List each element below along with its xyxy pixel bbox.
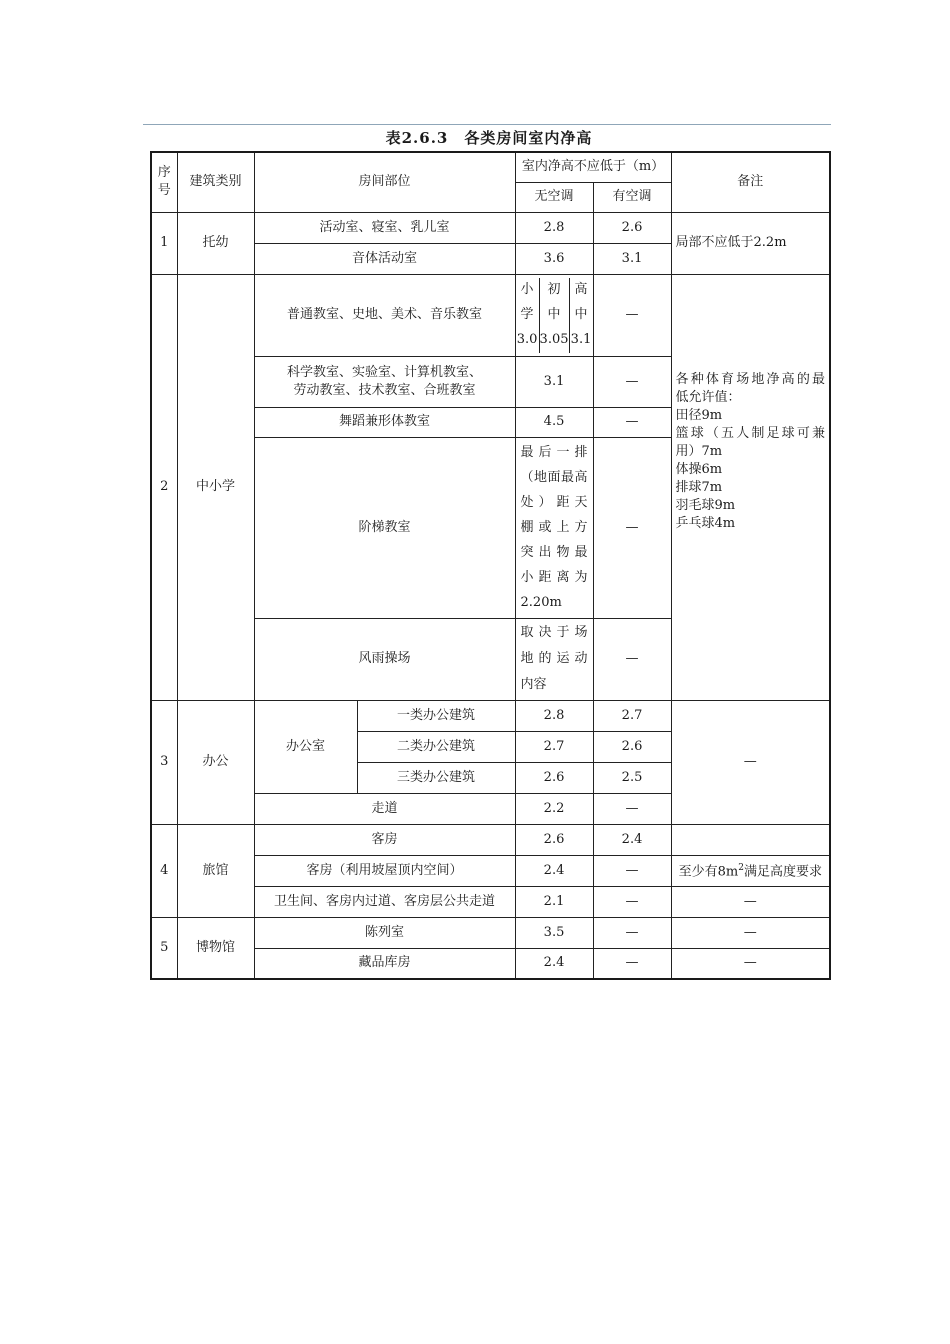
header-height-group: 室内净高不应低于（m） — [515, 152, 671, 182]
no-ac-value: 2.8 — [515, 212, 593, 243]
no-ac-note — [515, 437, 593, 618]
ac-value: 3.1 — [593, 243, 671, 274]
no-ac-split-cell — [515, 274, 593, 356]
no-ac-value: 2.1 — [515, 886, 593, 917]
header-seq-char: 号 — [157, 183, 171, 199]
level-char: 高 — [574, 282, 588, 297]
remark-cell — [671, 824, 830, 855]
room-cell: 客房（利用坡屋顶内空间） — [254, 855, 515, 886]
note-line: 地的运动 — [520, 651, 588, 666]
seq-cell: 4 — [151, 824, 177, 917]
note-line: （地面最高 — [520, 470, 588, 485]
room-cell: 风雨操场 — [254, 618, 515, 700]
level-char: 中 — [547, 307, 561, 322]
room-cell: 普通教室、史地、美术、音乐教室 — [254, 274, 515, 356]
level-char: 中 — [574, 307, 588, 322]
room-subcell: 二类办公建筑 — [357, 731, 515, 762]
no-ac-note — [515, 618, 593, 700]
seq-cell: 2 — [151, 274, 177, 700]
note-line: 内容 — [520, 677, 547, 692]
remark-text: 至少有8m — [678, 864, 739, 880]
no-ac-value: 2.2 — [515, 793, 593, 824]
ac-value: 2.5 — [593, 762, 671, 793]
note-line: 突出物最 — [520, 545, 588, 560]
header-category: 建筑类别 — [177, 152, 254, 212]
no-ac-value: 2.7 — [515, 731, 593, 762]
level-value: 3.0 — [516, 332, 538, 347]
note-line: 取决于场 — [520, 625, 588, 640]
remark-line: 低允许值： — [675, 389, 741, 405]
note-line: 最后一排 — [520, 445, 588, 460]
room-subcell: 一类办公建筑 — [357, 700, 515, 731]
level-value: 3.05 — [539, 332, 569, 347]
remark-cell: — — [671, 948, 830, 979]
room-cell: 卫生间、客房内过道、客房层公共走道 — [254, 886, 515, 917]
remark-sup: 2 — [738, 863, 744, 874]
remark-line: 各种体育场地净高的最 — [675, 371, 826, 387]
remark-line: 篮球（五人制足球可兼 — [675, 425, 826, 441]
ac-value: — — [593, 437, 671, 618]
no-ac-value: 2.6 — [515, 824, 593, 855]
no-ac-value: 4.5 — [515, 407, 593, 437]
remark-line: 乒乓球4m — [675, 515, 736, 531]
school-level-junior — [539, 278, 569, 353]
ac-value: — — [593, 793, 671, 824]
header-seq-char: 序 — [157, 165, 171, 181]
note-line: 棚或上方 — [520, 520, 588, 535]
header-with-ac: 有空调 — [593, 182, 671, 212]
remark-cell: — — [671, 700, 830, 824]
seq-cell: 5 — [151, 917, 177, 979]
ac-value: — — [593, 948, 671, 979]
no-ac-value: 3.5 — [515, 917, 593, 948]
level-char: 小 — [520, 282, 534, 297]
remark-cell — [671, 274, 830, 700]
room-height-table — [150, 151, 831, 980]
ac-value: 2.6 — [593, 212, 671, 243]
category-cell: 办公 — [177, 700, 254, 824]
remark-cell: — — [671, 917, 830, 948]
room-cell: 藏品库房 — [254, 948, 515, 979]
header-no-ac: 无空调 — [515, 182, 593, 212]
ac-value: 2.7 — [593, 700, 671, 731]
level-char: 初 — [547, 282, 561, 297]
header-remark: 备注 — [671, 152, 830, 212]
remark-line: 用）7m — [675, 443, 723, 459]
room-line: 科学教室、实验室、计算机教室、 — [287, 364, 483, 380]
category-cell: 博物馆 — [177, 917, 254, 979]
note-line: 小距离为 — [520, 570, 588, 585]
room-cell: 音体活动室 — [254, 243, 515, 274]
category-cell: 旅馆 — [177, 824, 254, 917]
header-seq — [151, 152, 177, 212]
level-value: 3.1 — [570, 332, 592, 347]
ac-value: — — [593, 407, 671, 437]
ac-value: 2.6 — [593, 731, 671, 762]
table-title: 表2.6.3 各类房间室内净高 — [385, 129, 593, 147]
room-cell: 阶梯教室 — [254, 437, 515, 618]
remark-cell — [671, 855, 830, 886]
no-ac-value: 2.6 — [515, 762, 593, 793]
level-char: 学 — [520, 307, 534, 322]
school-level-primary — [516, 278, 539, 353]
remark-text: 满足高度要求 — [743, 864, 822, 880]
remark-line: 田径9m — [675, 407, 723, 423]
remark-cell: 局部不应低于2.2m — [671, 212, 830, 274]
category-cell: 托幼 — [177, 212, 254, 274]
room-group-cell: 办公室 — [254, 700, 357, 793]
remark-cell: — — [671, 886, 830, 917]
room-cell: 活动室、寝室、乳儿室 — [254, 212, 515, 243]
note-line: 2.20m — [520, 595, 562, 610]
school-level-columns — [516, 278, 593, 353]
school-level-senior — [569, 278, 593, 353]
category-cell: 中小学 — [177, 274, 254, 700]
room-line: 劳动教室、技术教室、合班教室 — [293, 382, 476, 398]
room-cell: 陈列室 — [254, 917, 515, 948]
remark-line: 排球7m — [675, 479, 723, 495]
note-line: 处）距天 — [520, 495, 588, 510]
ac-value: — — [593, 917, 671, 948]
room-cell — [254, 356, 515, 407]
ac-value: — — [593, 886, 671, 917]
ac-value: 2.4 — [593, 824, 671, 855]
room-cell: 走道 — [254, 793, 515, 824]
header-room: 房间部位 — [254, 152, 515, 212]
room-cell: 舞蹈兼形体教室 — [254, 407, 515, 437]
ac-value: — — [593, 274, 671, 356]
no-ac-value: 2.4 — [515, 855, 593, 886]
no-ac-value: 3.6 — [515, 243, 593, 274]
remark-line: 羽毛球9m — [675, 497, 736, 513]
room-cell: 客房 — [254, 824, 515, 855]
ac-value: — — [593, 618, 671, 700]
seq-cell: 3 — [151, 700, 177, 824]
no-ac-value: 3.1 — [515, 356, 593, 407]
remark-line: 体操6m — [675, 461, 723, 477]
seq-cell: 1 — [151, 212, 177, 274]
ac-value: — — [593, 356, 671, 407]
ac-value: — — [593, 855, 671, 886]
room-subcell: 三类办公建筑 — [357, 762, 515, 793]
no-ac-value: 2.8 — [515, 700, 593, 731]
no-ac-value: 2.4 — [515, 948, 593, 979]
